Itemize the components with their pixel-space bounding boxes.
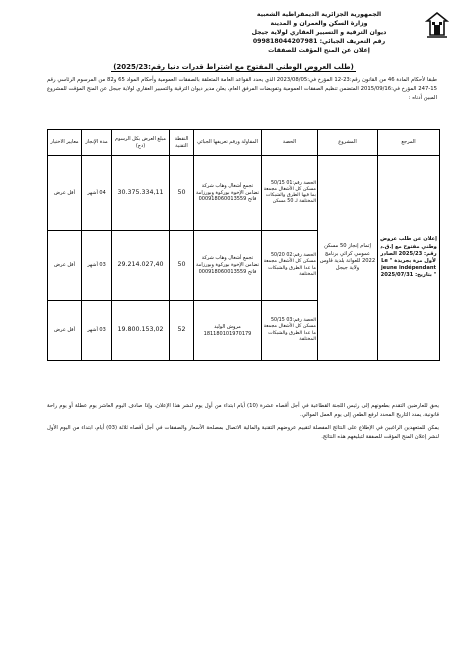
amount-cell: 30.375.334,11 bbox=[112, 156, 170, 231]
header-technical-score: النقطة التقنية bbox=[170, 130, 194, 156]
duration-cell: 03 أشهر bbox=[82, 231, 112, 301]
header-amount: مبلغ العرض بكل الرسوم (دج) bbox=[112, 130, 170, 156]
criteria-cell: أقل عرض bbox=[48, 231, 82, 301]
criteria-cell: أقل عرض bbox=[48, 301, 82, 361]
amount-cell: 29.214.027,40 bbox=[112, 231, 170, 301]
company-cell: تجمع أشغال وهاب شركة تضامن الإخوة بوركوة وبورزامة فاتح 000918060013559 bbox=[194, 231, 262, 301]
technical-score-cell: 50 bbox=[170, 156, 194, 231]
company-cell: مروش الوليد 181180101970179 bbox=[194, 301, 262, 361]
duration-cell: 04 أشهر bbox=[82, 156, 112, 231]
award-table bbox=[47, 129, 440, 361]
lot-cell: الحصة رقم:01 50/15 مسكن كل الأشغال مجمعة بما فيها الطرق والشبكات المختلفة لـ 50 مسكن bbox=[262, 156, 318, 231]
header-line: وزارة السكن والعمران و المدينة bbox=[270, 20, 368, 27]
results-notice: يمكن للمتعهدين الراغبين في الإطلاع على النتائج المفصلة لتقييم عروضهم التقنية والمالية الاتصال بمصلحة الأسعار والصفقات في أجل أقصاه ثلاثة (03) أيام، ابتداء من اليوم الأول لنشر إعلان المنح المؤقت للصفقة لتبليغهم هذه النتائج. bbox=[47, 425, 439, 440]
announcement-title-text: (طلب العروض الوطني المفتوح مع اشتراط قدرات دنيا رقم:2025/23) bbox=[113, 63, 354, 71]
technical-score-cell: 50 bbox=[170, 231, 194, 301]
header-line: إعلان عن المنح المؤقت للصفقات bbox=[268, 47, 370, 54]
duration-cell: 03 أشهر bbox=[82, 301, 112, 361]
table-row bbox=[48, 156, 440, 231]
footer-notes bbox=[47, 402, 439, 446]
header-lot: الحصة bbox=[262, 130, 318, 156]
intro-paragraph: طبقا لأحكام المادة 46 من القانون رقم:23-12 المؤرخ في:2023/08/05 الذي يحدد القواعد العامة المتعلقة بالصفقات العمومية وأحكام المواد 65 و82 من المرسوم الرئاسي رقم 15-247 المؤرخ في:2015/09/16 المتضمن تنظيم الصفقات العمومية وتفويضات المرفق العام، يعلن مدير ديوان الترقية والتسيير العقاري لولاية جيجل عن المنح المؤقت للمشروع المبين أدناه : bbox=[47, 77, 438, 101]
header-line: رقم التعريف الجبائي: 099818044207981 bbox=[252, 38, 386, 45]
header-criteria: معايير الاختيار bbox=[48, 130, 82, 156]
reference-cell: إعلان عن طلب عروض وطني مفتوح مع إ.ق.د رقم: 2025/23 الصادر لأول مرة بجريدة " Le jeune indépendant " بتاريخ: 2025/07/31 bbox=[378, 156, 440, 361]
table-header-row bbox=[48, 130, 440, 156]
header-duration: مدة الإنجاز bbox=[82, 130, 112, 156]
lot-cell: الحصة رقم:03 50/15 مسكن كل الأشغال مجمعة ما عدا الطرق والشبكات المختلفة bbox=[262, 301, 318, 361]
document-header bbox=[219, 10, 419, 55]
header-line: الجمهورية الجزائرية الديمقراطية الشعبية bbox=[256, 11, 382, 18]
announcement-title bbox=[0, 63, 467, 71]
header-line: ديوان الترقية و التسيير العقاري لولاية جيجل bbox=[251, 29, 387, 36]
lot-cell: الحصة رقم:02 50/20 مسكن كل الأشغال مجمعة ما عدا الطرق والشبكات المختلفة bbox=[262, 231, 318, 301]
header-company: المقاولة ورقم تعريفها الجبائي bbox=[194, 130, 262, 156]
company-cell: تجمع أشغال وهاب شركة تضامن الإخوة بوركوة وبورزامة فاتح 000918060013559 bbox=[194, 156, 262, 231]
technical-score-cell: 52 bbox=[170, 301, 194, 361]
header-project: المشروع bbox=[318, 130, 378, 156]
project-cell: إتمام إنجاز 50 مسكن عمومي كرائي برنامج 2022 للعوانة بلدية قاوس ولاية جيجل bbox=[318, 156, 378, 361]
criteria-cell: أقل عرض bbox=[48, 156, 82, 231]
amount-cell: 19.800.153,02 bbox=[112, 301, 170, 361]
appeal-notice: يحق للعارضين التقدم بطعونهم إلى رئيس اللجنة القطاعية في أجل أقصاه عشرة (10) أيام ابتداء من أول يوم لنشر هذا الإعلان، وإذا صادف اليوم العاشر يوم عطلة أو يوم راحة قانونية، يمدد التاريخ المحدد لرفع الطعن إلى يوم العمل الموالي. bbox=[47, 403, 439, 418]
header-reference: المرجع bbox=[378, 130, 440, 156]
opgi-logo-icon bbox=[425, 12, 449, 38]
